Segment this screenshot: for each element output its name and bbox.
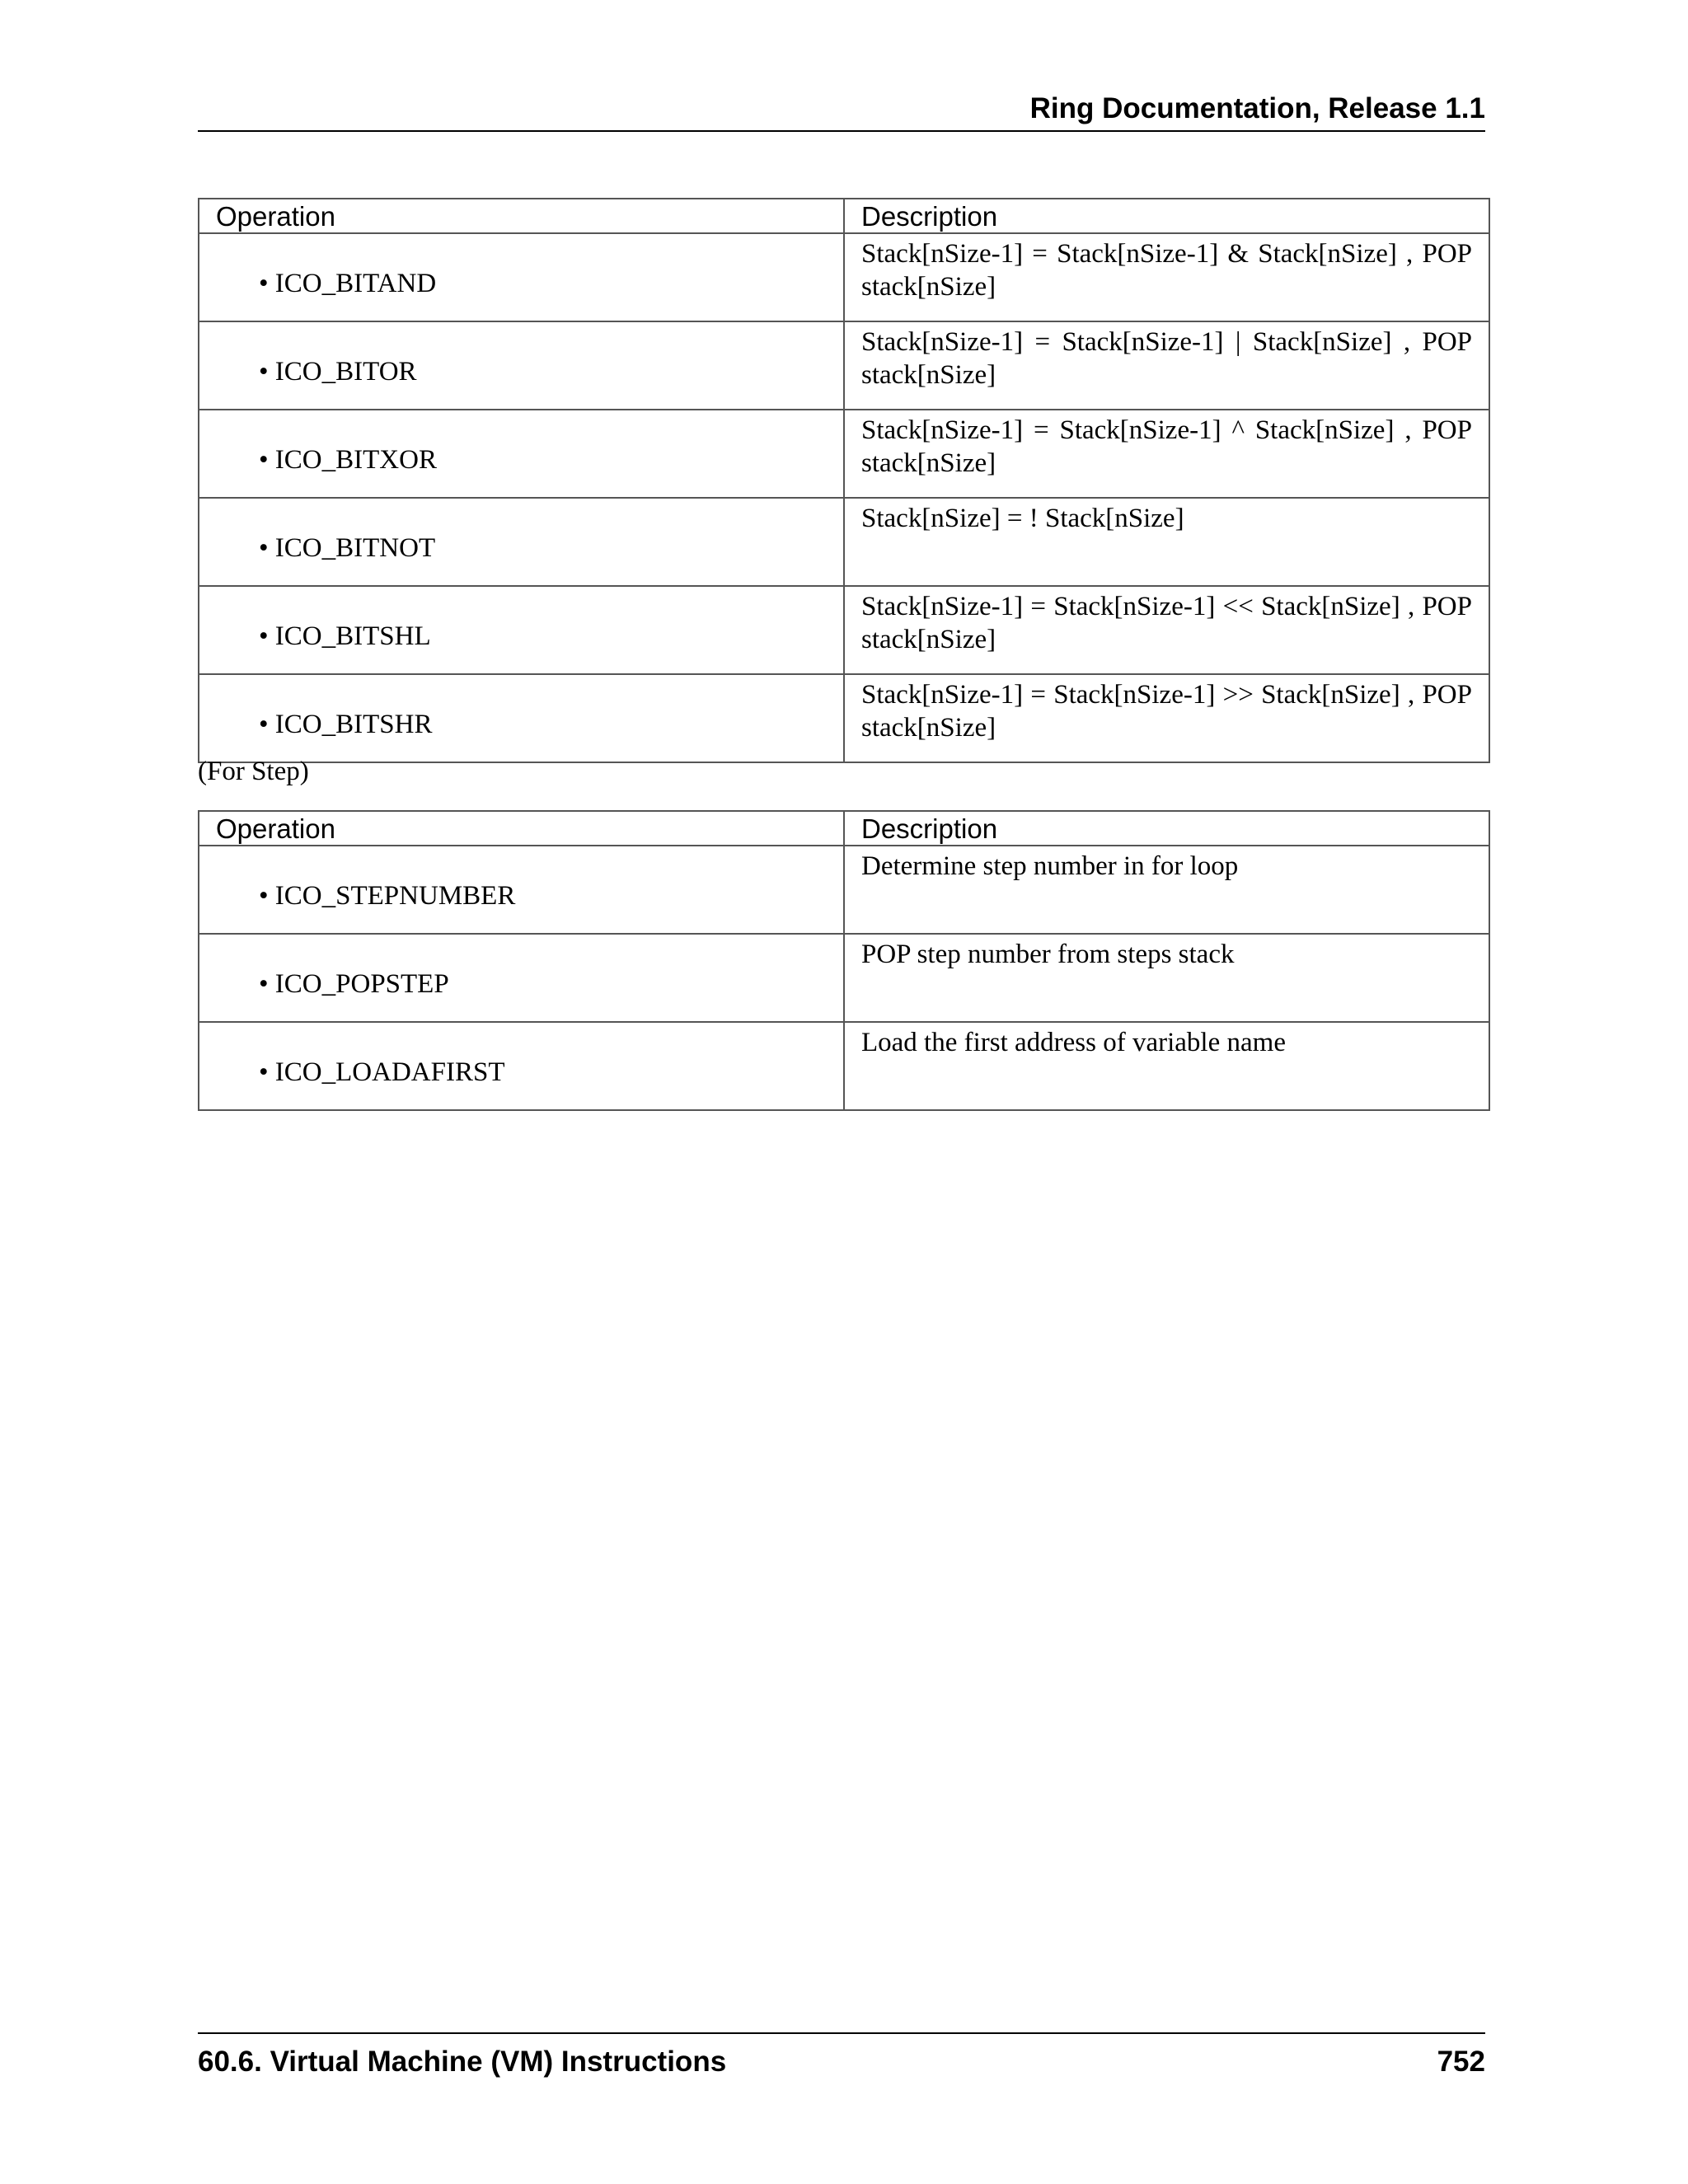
operation-name: • ICO_POPSTEP <box>259 969 449 999</box>
table-row <box>199 674 1489 762</box>
operation-name: • ICO_LOADAFIRST <box>259 1057 505 1087</box>
table-row <box>199 1022 1489 1110</box>
column-header-operation: Operation <box>199 811 844 846</box>
operation-cell <box>199 586 844 674</box>
table-header-row <box>199 199 1489 233</box>
operation-name: • ICO_STEPNUMBER <box>259 881 516 911</box>
table-row <box>199 498 1489 586</box>
description-cell: Determine step number in for loop <box>844 846 1489 934</box>
page-header <box>198 91 1485 132</box>
operation-name: • ICO_BITAND <box>259 269 437 298</box>
description-cell: Stack[nSize-1] = Stack[nSize-1] ^ Stack[nSize] , POP stack[nSize] <box>844 410 1489 498</box>
column-header-description: Description <box>844 199 1489 233</box>
for-step-caption: (For Step) <box>198 757 309 786</box>
column-header-description: Description <box>844 811 1489 846</box>
operation-name: • ICO_BITNOT <box>259 533 436 563</box>
description-cell: Stack[nSize-1] = Stack[nSize-1] | Stack[nSize] , POP stack[nSize] <box>844 321 1489 410</box>
page-number: 752 <box>1437 2046 1485 2078</box>
description-cell: Stack[nSize-1] = Stack[nSize-1] << Stack[nSize] , POP stack[nSize] <box>844 586 1489 674</box>
operation-cell <box>199 934 844 1022</box>
operation-cell <box>199 1022 844 1110</box>
table-row <box>199 233 1489 321</box>
column-header-operation: Operation <box>199 199 844 233</box>
table-row <box>199 934 1489 1022</box>
description-cell: POP step number from steps stack <box>844 934 1489 1022</box>
page-footer <box>198 2032 1485 2078</box>
operation-cell <box>199 410 844 498</box>
table-row <box>199 586 1489 674</box>
operation-cell <box>199 846 844 934</box>
operation-name: • ICO_BITXOR <box>259 445 437 475</box>
table-row <box>199 846 1489 934</box>
bitwise-operations-table <box>198 198 1490 763</box>
description-cell: Stack[nSize] = ! Stack[nSize] <box>844 498 1489 586</box>
for-step-operations-table <box>198 810 1490 1111</box>
table-header-row <box>199 811 1489 846</box>
table-row <box>199 321 1489 410</box>
operation-cell <box>199 674 844 762</box>
header-title: Ring Documentation, Release 1.1 <box>1029 92 1485 124</box>
table-row <box>199 410 1489 498</box>
description-cell: Load the first address of variable name <box>844 1022 1489 1110</box>
operation-name: • ICO_BITSHR <box>259 710 433 739</box>
description-cell: Stack[nSize-1] = Stack[nSize-1] & Stack[nSize] , POP stack[nSize] <box>844 233 1489 321</box>
description-cell: Stack[nSize-1] = Stack[nSize-1] >> Stack[nSize] , POP stack[nSize] <box>844 674 1489 762</box>
operation-name: • ICO_BITSHL <box>259 621 431 651</box>
operation-cell <box>199 321 844 410</box>
operation-cell <box>199 233 844 321</box>
operation-name: • ICO_BITOR <box>259 357 417 387</box>
footer-section-title: 60.6. Virtual Machine (VM) Instructions <box>198 2046 727 2078</box>
operation-cell <box>199 498 844 586</box>
